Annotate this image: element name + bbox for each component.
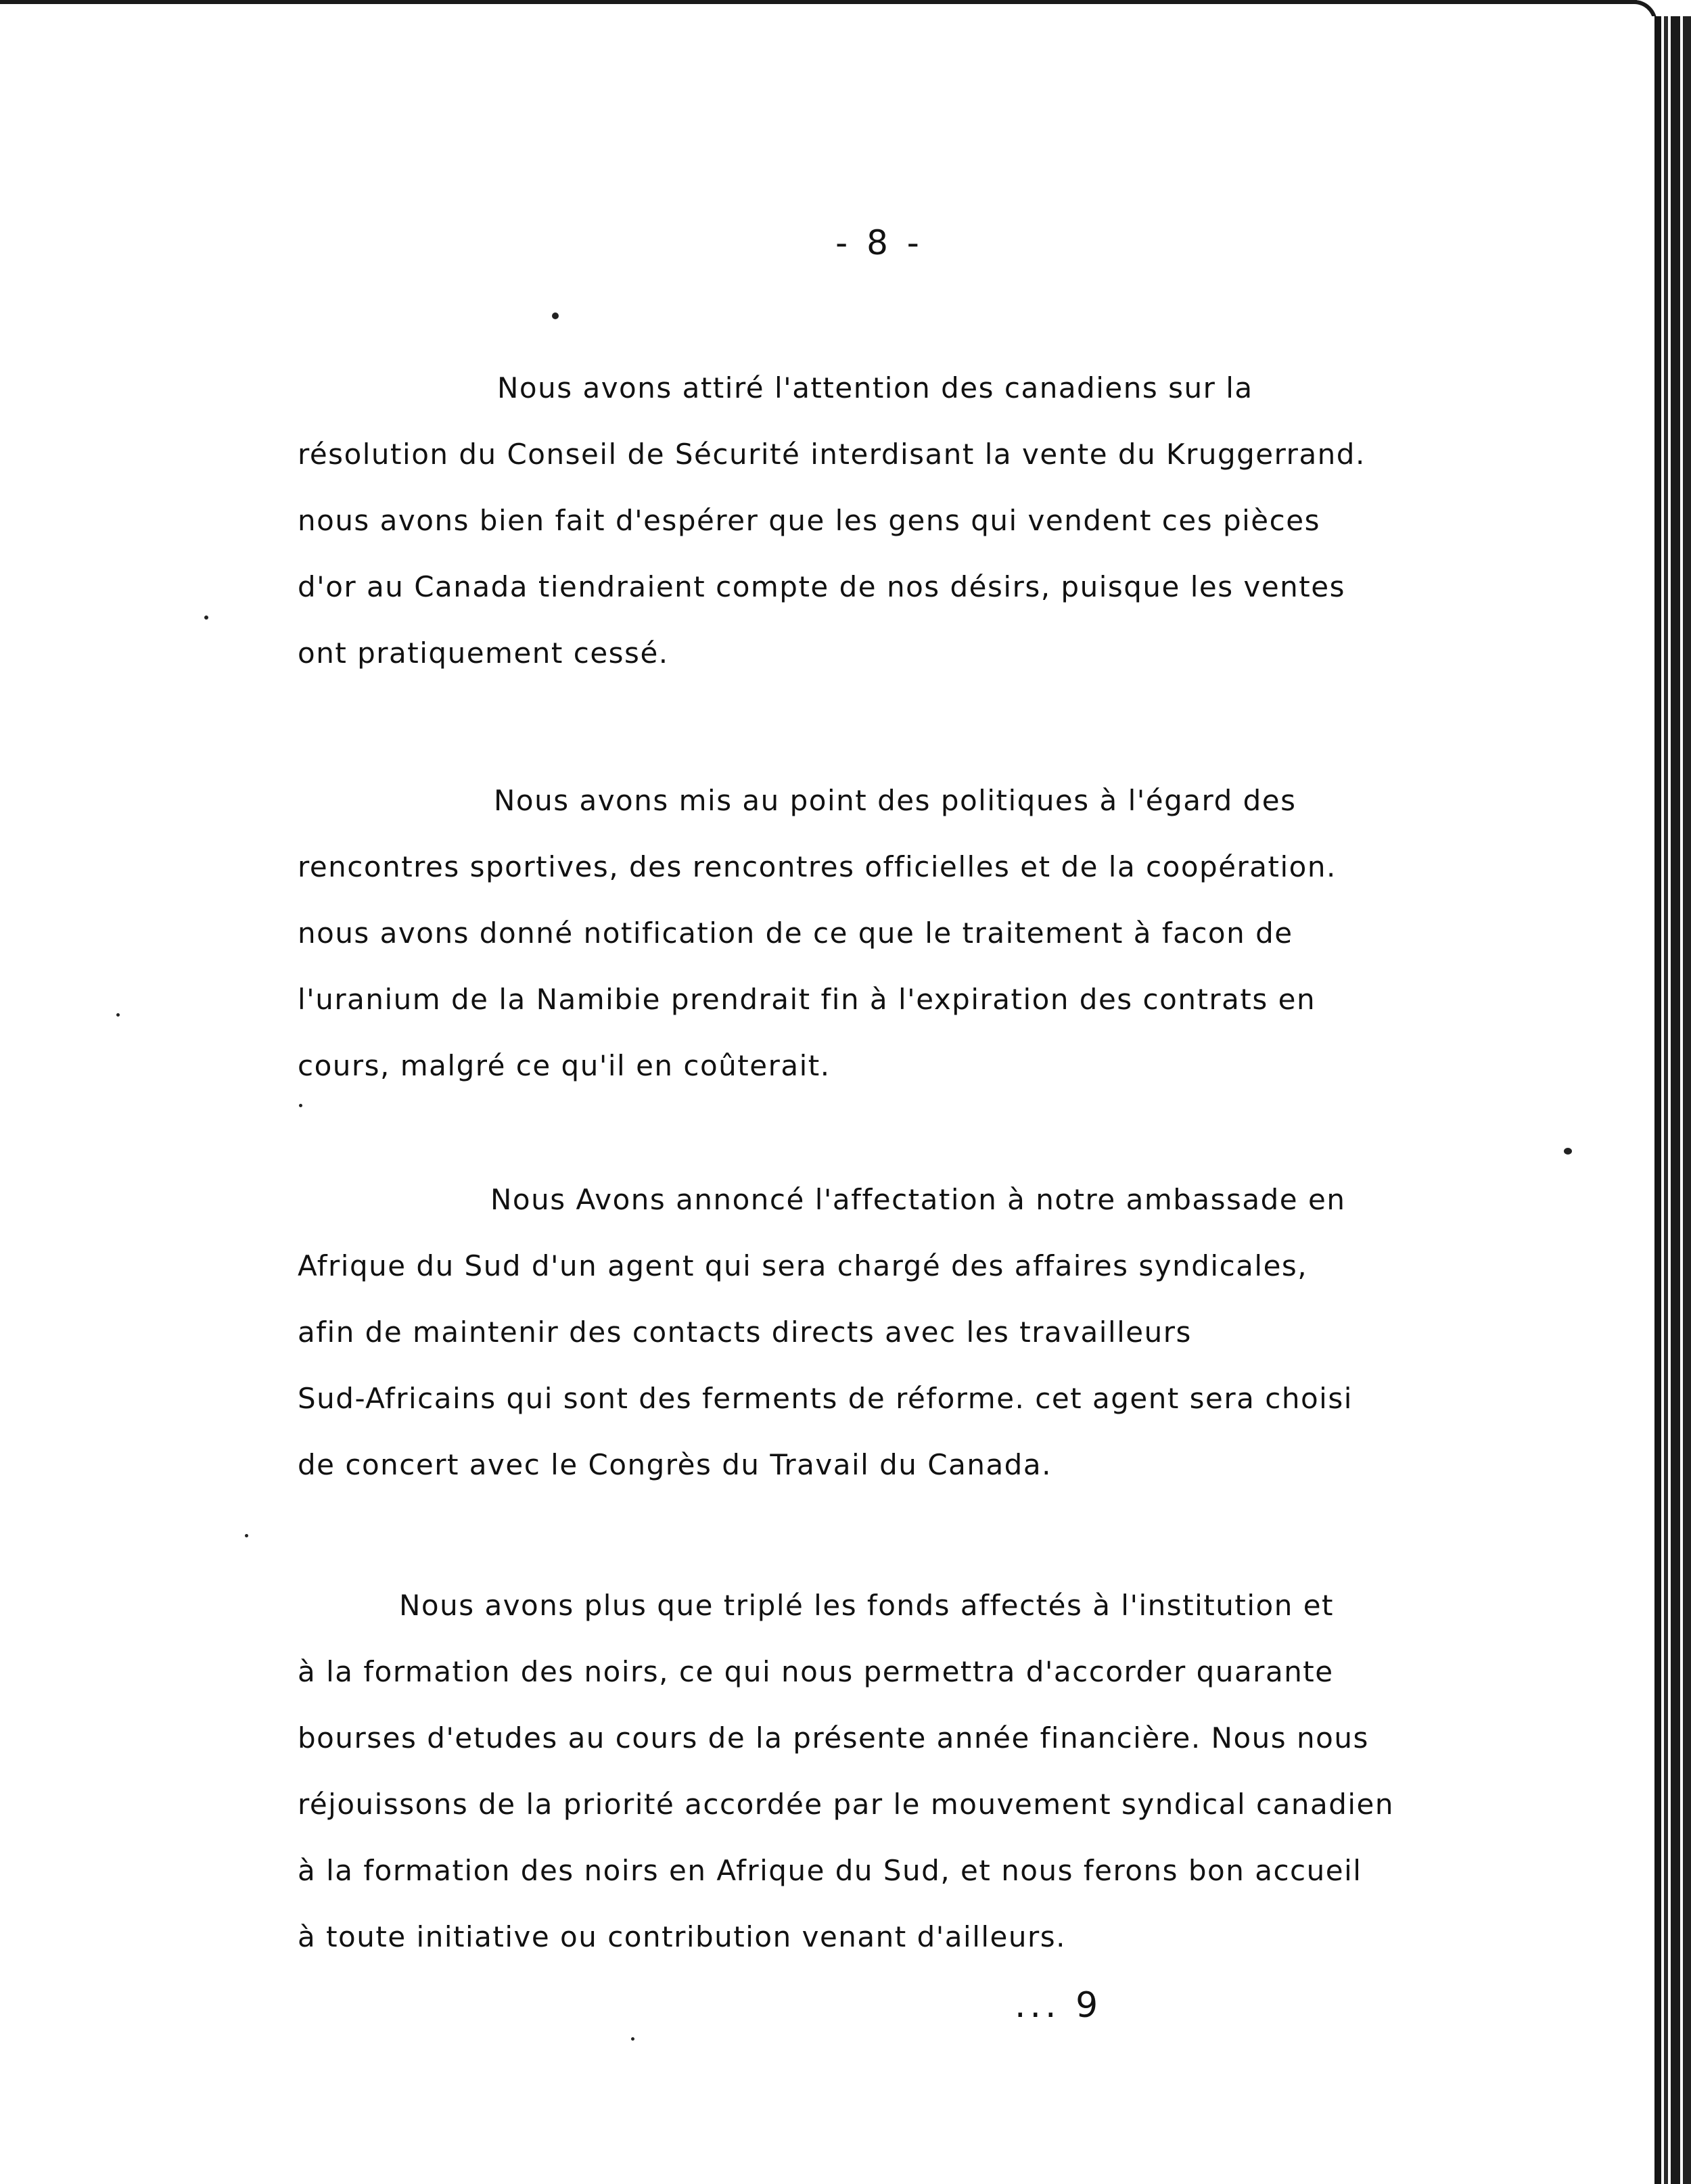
paragraph-line: Nous avons attiré l'attention des canadiens sur la <box>497 371 1253 404</box>
scan-speck <box>1564 1148 1572 1155</box>
paragraph-line: Nous avons plus que triplé les fonds affectés à l'institution et <box>399 1589 1335 1622</box>
paragraph-line: Afrique du Sud d'un agent qui sera chargé des affaires syndicales, <box>298 1249 1308 1282</box>
paragraph-line: cours, malgré ce qu'il en coûterait. <box>298 1049 831 1082</box>
paragraph-line: nous avons donné notification de ce que le traitement à facon de <box>298 916 1293 950</box>
scan-binding-edge <box>1650 16 1691 2184</box>
paragraph-line: rencontres sportives, des rencontres officielles et de la coopération. <box>298 850 1337 883</box>
scan-top-edge <box>0 0 1637 4</box>
paragraph-line: Nous Avons annoncé l'affectation à notre ambassade en <box>490 1183 1346 1216</box>
paragraph-line: réjouissons de la priorité accordée par le mouvement syndical canadien <box>298 1788 1394 1821</box>
paragraph-line: l'uranium de la Namibie prendrait fin à l'expiration des contrats en <box>298 983 1316 1016</box>
paragraph-labour-agent <box>298 1167 1502 1498</box>
scan-page-curl <box>1603 0 1657 23</box>
paragraph-line: Nous avons mis au point des politiques à l'égard des <box>494 784 1297 817</box>
paragraph-education-funds <box>298 1573 1502 1970</box>
continuation-marker: ... 9 <box>1015 1985 1103 2026</box>
paragraph-line: à toute initiative ou contribution venant d'ailleurs. <box>298 1920 1067 1953</box>
paragraph-line: à la formation des noirs en Afrique du Sud, et nous ferons bon accueil <box>298 1854 1362 1887</box>
paragraph-line: de concert avec le Congrès du Travail du Canada. <box>298 1448 1052 1481</box>
paragraph-line: bourses d'etudes au cours de la présente année financière. Nous nous <box>298 1721 1369 1755</box>
scan-speck <box>245 1534 248 1537</box>
paragraph-line: nous avons bien fait d'espérer que les gens qui vendent ces pièces <box>298 504 1320 537</box>
scan-speck <box>631 2037 634 2041</box>
scan-speck <box>204 615 208 620</box>
paragraph-line: Sud-Africains qui sont des ferments de réforme. cet agent sera choisi <box>298 1382 1353 1415</box>
paragraph-line: afin de maintenir des contacts directs avec les travailleurs <box>298 1316 1192 1349</box>
paragraph-policies <box>298 768 1502 1099</box>
paragraph-line: d'or au Canada tiendraient compte de nos désirs, puisque les ventes <box>298 570 1345 603</box>
scan-speck <box>552 312 559 319</box>
scan-speck <box>116 1013 120 1017</box>
paragraph-line: ont pratiquement cessé. <box>298 636 669 670</box>
page-number: - 8 - <box>835 223 923 262</box>
paragraph-line: à la formation des noirs, ce qui nous permettra d'accorder quarante <box>298 1655 1334 1688</box>
paragraph-kruggerrand <box>298 355 1502 687</box>
paragraph-line: résolution du Conseil de Sécurité interdisant la vente du Kruggerrand. <box>298 438 1366 471</box>
scan-speck <box>299 1104 302 1107</box>
